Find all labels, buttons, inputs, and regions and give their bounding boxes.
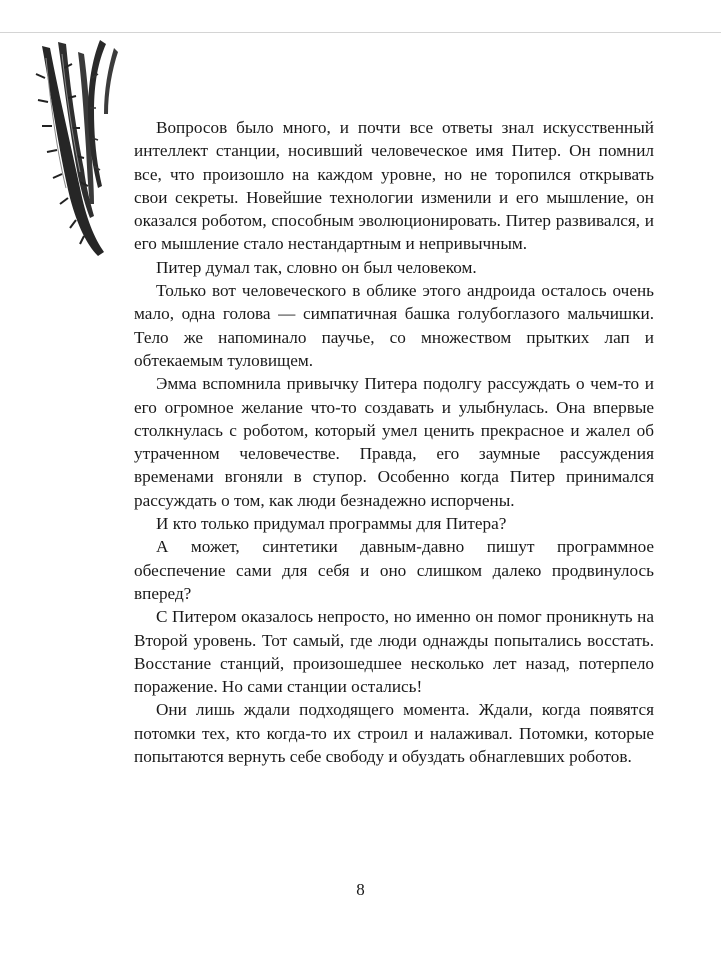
top-rule xyxy=(0,32,721,33)
paragraph: Они лишь ждали подходящего момента. Ждали, когда появятся потомки тех, кто когда-то их строил и налаживал. Потомки, которые попытаются вернуть себе свободу и обуздать обнаглевших роботов. xyxy=(134,700,654,767)
paragraph: Питер думал так, словно он был человеком. xyxy=(156,257,477,277)
thorny-vine-icon xyxy=(28,38,120,260)
body-text xyxy=(134,116,654,768)
paragraph: Эмма вспомнила привычку Питера подолгу рассуждать о чем-то и его огромное желание что-то создавать и улыбнулась. Она впервые столкнулась с роботом, который умел ценить прекрасное и жалел об утраченном человечестве. Правда, его заумные рассуждения временами вгоняли в ступор. Особенно когда Питер принимался рассуждать о том, как люди безнадежно испорчены. xyxy=(134,374,654,510)
paragraph: Вопросов было много, и почти все ответы знал искусственный интеллект станции, носивший человеческое имя Питер. Он помнил все, что произошло на каждом уровне, но не торопился открывать свои секреты. Новейшие технологии изменили и его мышление, он оказался роботом, способным эволюционировать. Питер развивался, и его мышление стало нестандартным и непривычным. xyxy=(134,118,654,254)
paragraph: С Питером оказалось непросто, но именно он помог проникнуть на Второй уровень. Тот самый, где люди однажды попытались восстать. Восстание станций, произошедшее несколько лет назад, потерпело поражение. Но сами станции остались! xyxy=(134,607,654,697)
paragraph: И кто только придумал программы для Питера? xyxy=(156,514,507,534)
page-number: 8 xyxy=(356,880,365,899)
paragraph: А может, синтетики давным-давно пишут программное обеспечение сами для себя и оно слишком далеко продвинулось вперед? xyxy=(134,537,654,603)
paragraph: Только вот человеческого в облике этого андроида осталось очень мало, одна голова — симпатичная башка голубоглазого мальчишки. Тело же напоминало паучье, со множеством прытких лап и обтекаемым туловищем. xyxy=(134,281,654,370)
